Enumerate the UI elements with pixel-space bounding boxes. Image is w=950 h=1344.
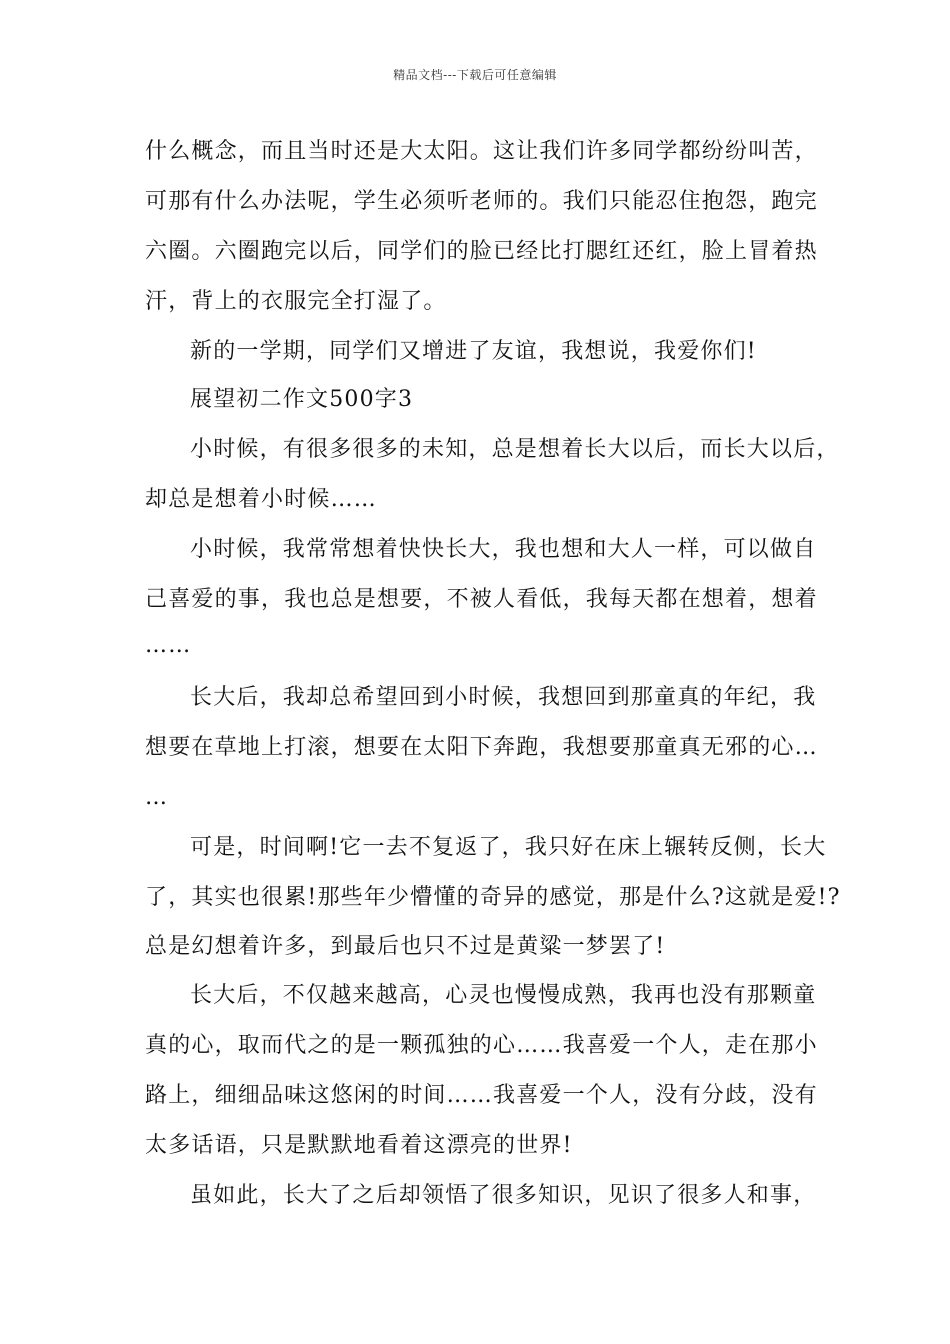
text-line: 真的心，取而代之的是一颗孤独的心……我喜爱一个人，走在那小 [145,1033,818,1058]
text-line: …… [145,633,192,658]
text-line: 总是幻想着许多，到最后也只不过是黄粱一梦罢了! [145,934,666,959]
text-line: … [145,785,169,810]
text-line: 虽如此，长大了之后却领悟了很多知识，见识了很多人和事， [190,1183,817,1208]
text-line: 新的一学期，同学们又增进了友谊，我想说，我爱你们! [190,339,757,364]
text-line: 想要在草地上打滚，想要在太阳下奔跑，我想要那童真无邪的心… [145,735,818,760]
text-line: 路上，细细品味这悠闲的时间……我喜爱一个人，没有分歧，没有 [145,1083,818,1108]
text-line: 可是，时间啊!它一去不复返了，我只好在床上辗转反侧，长大 [190,835,827,860]
text-line: 六圈。六圈跑完以后，同学们的脸已经比打腮红还红，脸上冒着热 [145,239,818,264]
text-line: 了，其实也很累!那些年少懵懂的奇异的感觉，那是什么?这就是爱!? [145,885,841,910]
text-line: 却总是想着小时候…… [145,487,378,512]
text-line: 可那有什么办法呢，学生必须听老师的。我们只能忍住抱怨，跑完 [145,189,818,214]
text-line: 什么概念，而且当时还是大太阳。这让我们许多同学都纷纷叫苦， [145,139,818,164]
text-line: 长大后，不仅越来越高，心灵也慢慢成熟，我再也没有那颗童 [190,983,817,1008]
text-line: 汗，背上的衣服完全打湿了。 [145,289,447,314]
text-line: 太多话语，只是默默地看着这漂亮的世界! [145,1133,573,1158]
page-header: 精品文档---下载后可任意编辑 [393,68,557,82]
section-title: 展望初二作文500字3 [190,387,414,412]
text-line: 小时候，我常常想着快快长大，我也想和大人一样，可以做自 [190,537,817,562]
text-line: 己喜爱的事，我也总是想要，不被人看低，我每天都在想着，想着 [145,587,818,612]
text-line: 小时候，有很多很多的未知，总是想着长大以后，而长大以后， [190,437,840,462]
text-line: 长大后，我却总希望回到小时候，我想回到那童真的年纪，我 [190,685,817,710]
